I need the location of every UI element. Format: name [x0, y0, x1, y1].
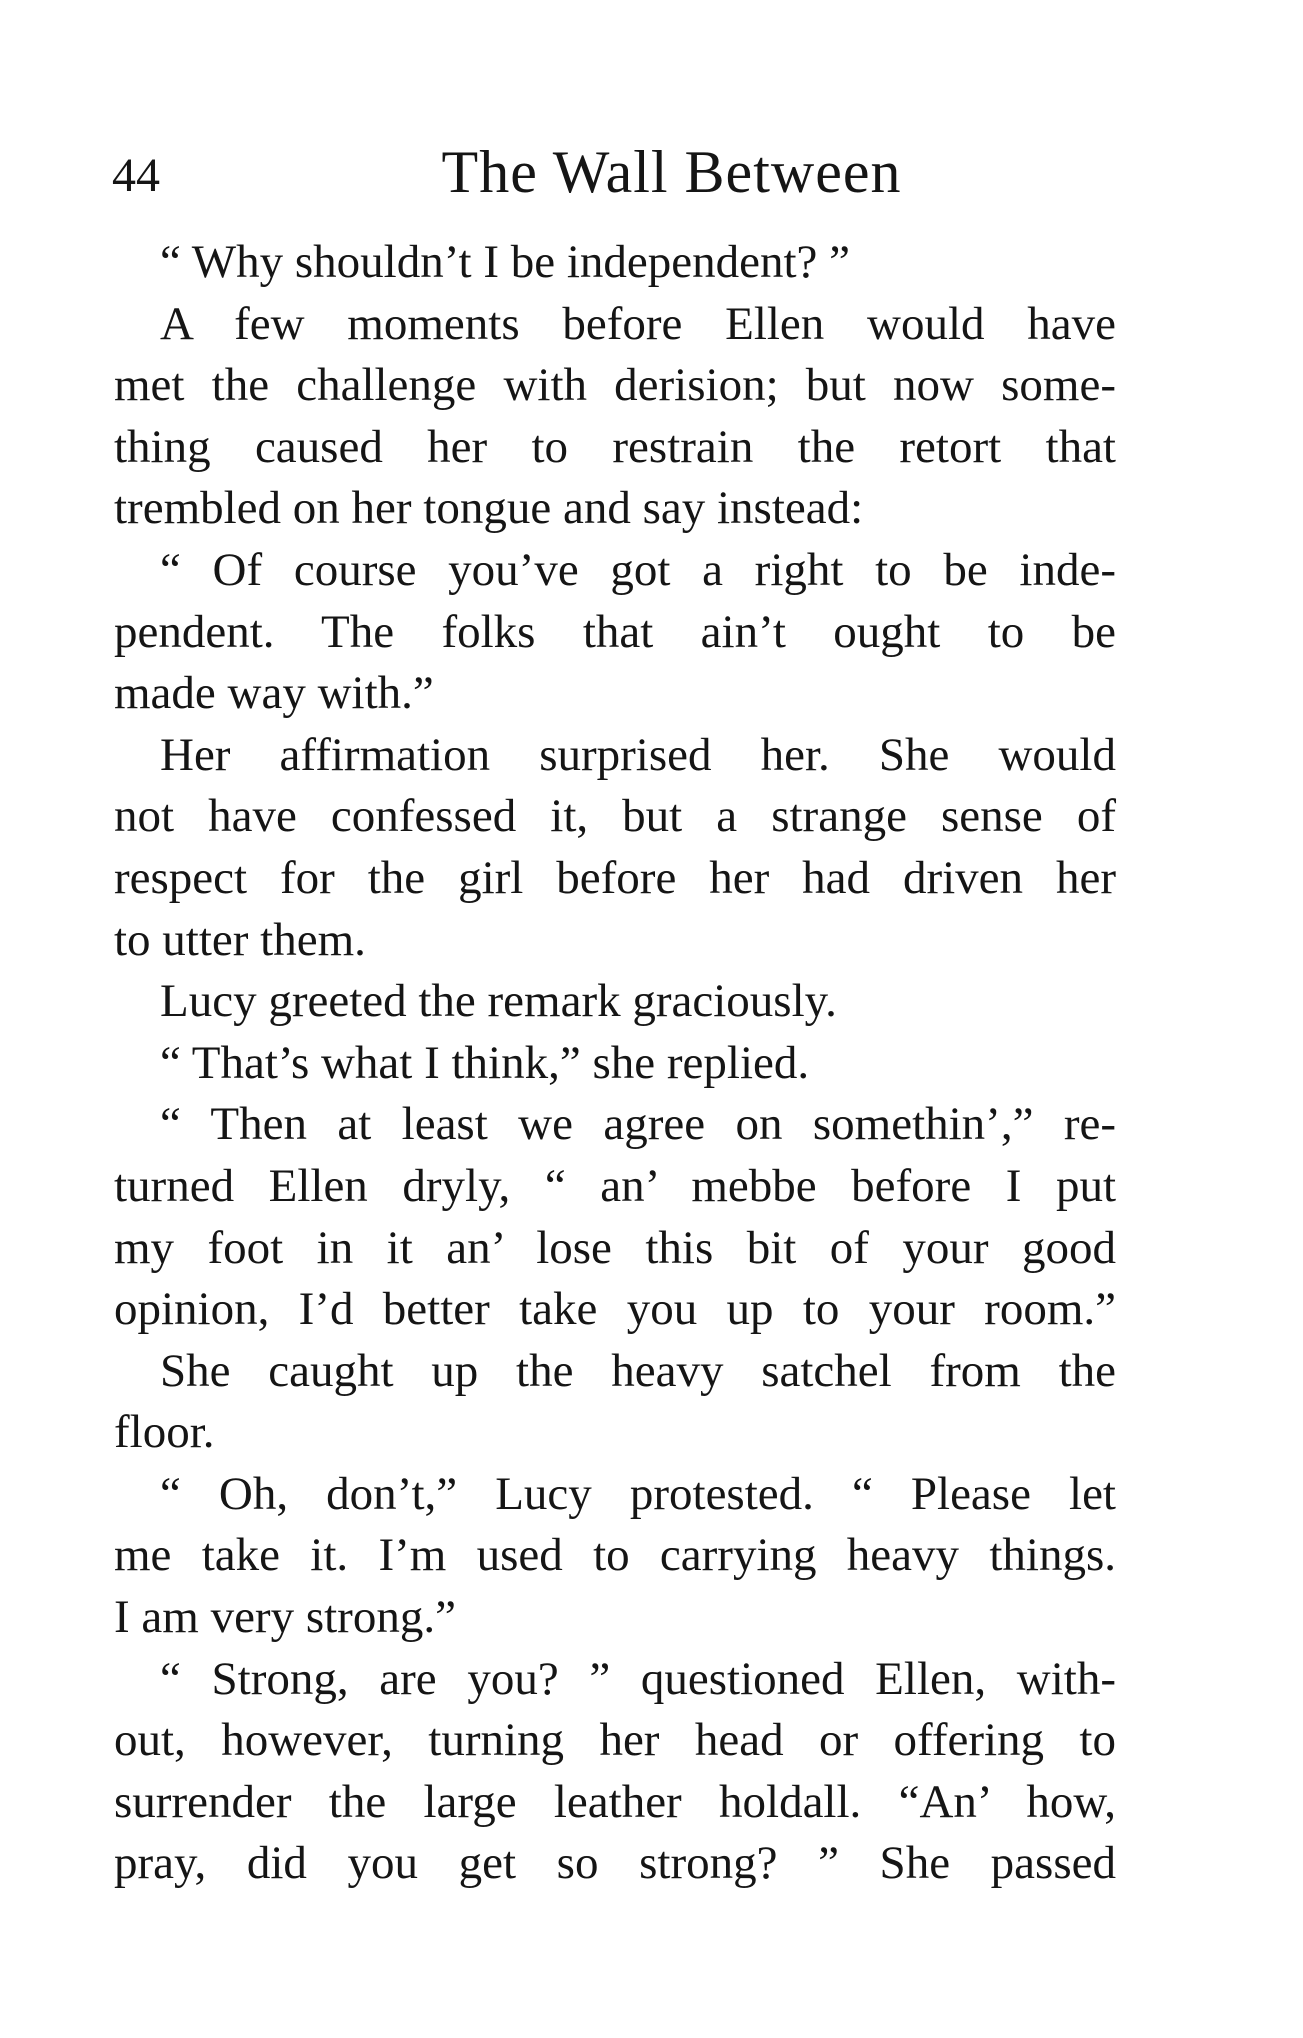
- text-line: opinion, I’d better take you up to your room.”: [114, 1283, 1116, 1336]
- text-line: respect for the girl before her had driven her: [114, 851, 1116, 904]
- text-line: “ Oh, don’t,” Lucy protested. “ Please let: [160, 1467, 1116, 1520]
- text-line: pendent. The folks that ain’t ought to be: [114, 605, 1116, 658]
- running-title: The Wall Between: [441, 139, 902, 205]
- text-line: floor.: [114, 1406, 215, 1459]
- text-line: met the challenge with derision; but now some-: [114, 359, 1116, 412]
- text-line: I am very strong.”: [114, 1591, 456, 1644]
- text-line: “ Why shouldn’t I be independent? ”: [160, 236, 851, 288]
- text-line: A few moments before Ellen would have: [160, 297, 1116, 350]
- body-text: [114, 232, 1116, 1895]
- text-line: “ Strong, are you? ” questioned Ellen, with-: [160, 1652, 1116, 1705]
- text-line: “ Then at least we agree on somethin’,” re-: [160, 1098, 1116, 1151]
- text-line: pray, did you get so strong? ” She passed: [114, 1837, 1116, 1890]
- text-line: not have confessed it, but a strange sense of: [114, 790, 1116, 843]
- text-line: my foot in it an’ lose this bit of your good: [114, 1221, 1116, 1274]
- text-line: She caught up the heavy satchel from the: [160, 1344, 1116, 1397]
- text-line: “ That’s what I think,” she replied.: [160, 1036, 810, 1089]
- text-line: “ Of course you’ve got a right to be inde-: [160, 543, 1116, 596]
- text-line: thing caused her to restrain the retort that: [114, 420, 1116, 473]
- text-line: Lucy greeted the remark graciously.: [160, 975, 837, 1028]
- text-line: out, however, turning her head or offering to: [114, 1714, 1116, 1767]
- page-number: 44: [112, 149, 160, 202]
- text-line: made way with.”: [114, 667, 434, 720]
- text-line: Her affirmation surprised her. She would: [160, 728, 1116, 781]
- text-line: to utter them.: [114, 913, 366, 966]
- text-line: surrender the large leather holdall. “An’ how,: [114, 1775, 1116, 1828]
- text-line: trembled on her tongue and say instead:: [114, 482, 864, 535]
- text-line: turned Ellen dryly, “ an’ mebbe before I put: [114, 1159, 1116, 1212]
- text-line: me take it. I’m used to carrying heavy things.: [114, 1529, 1116, 1582]
